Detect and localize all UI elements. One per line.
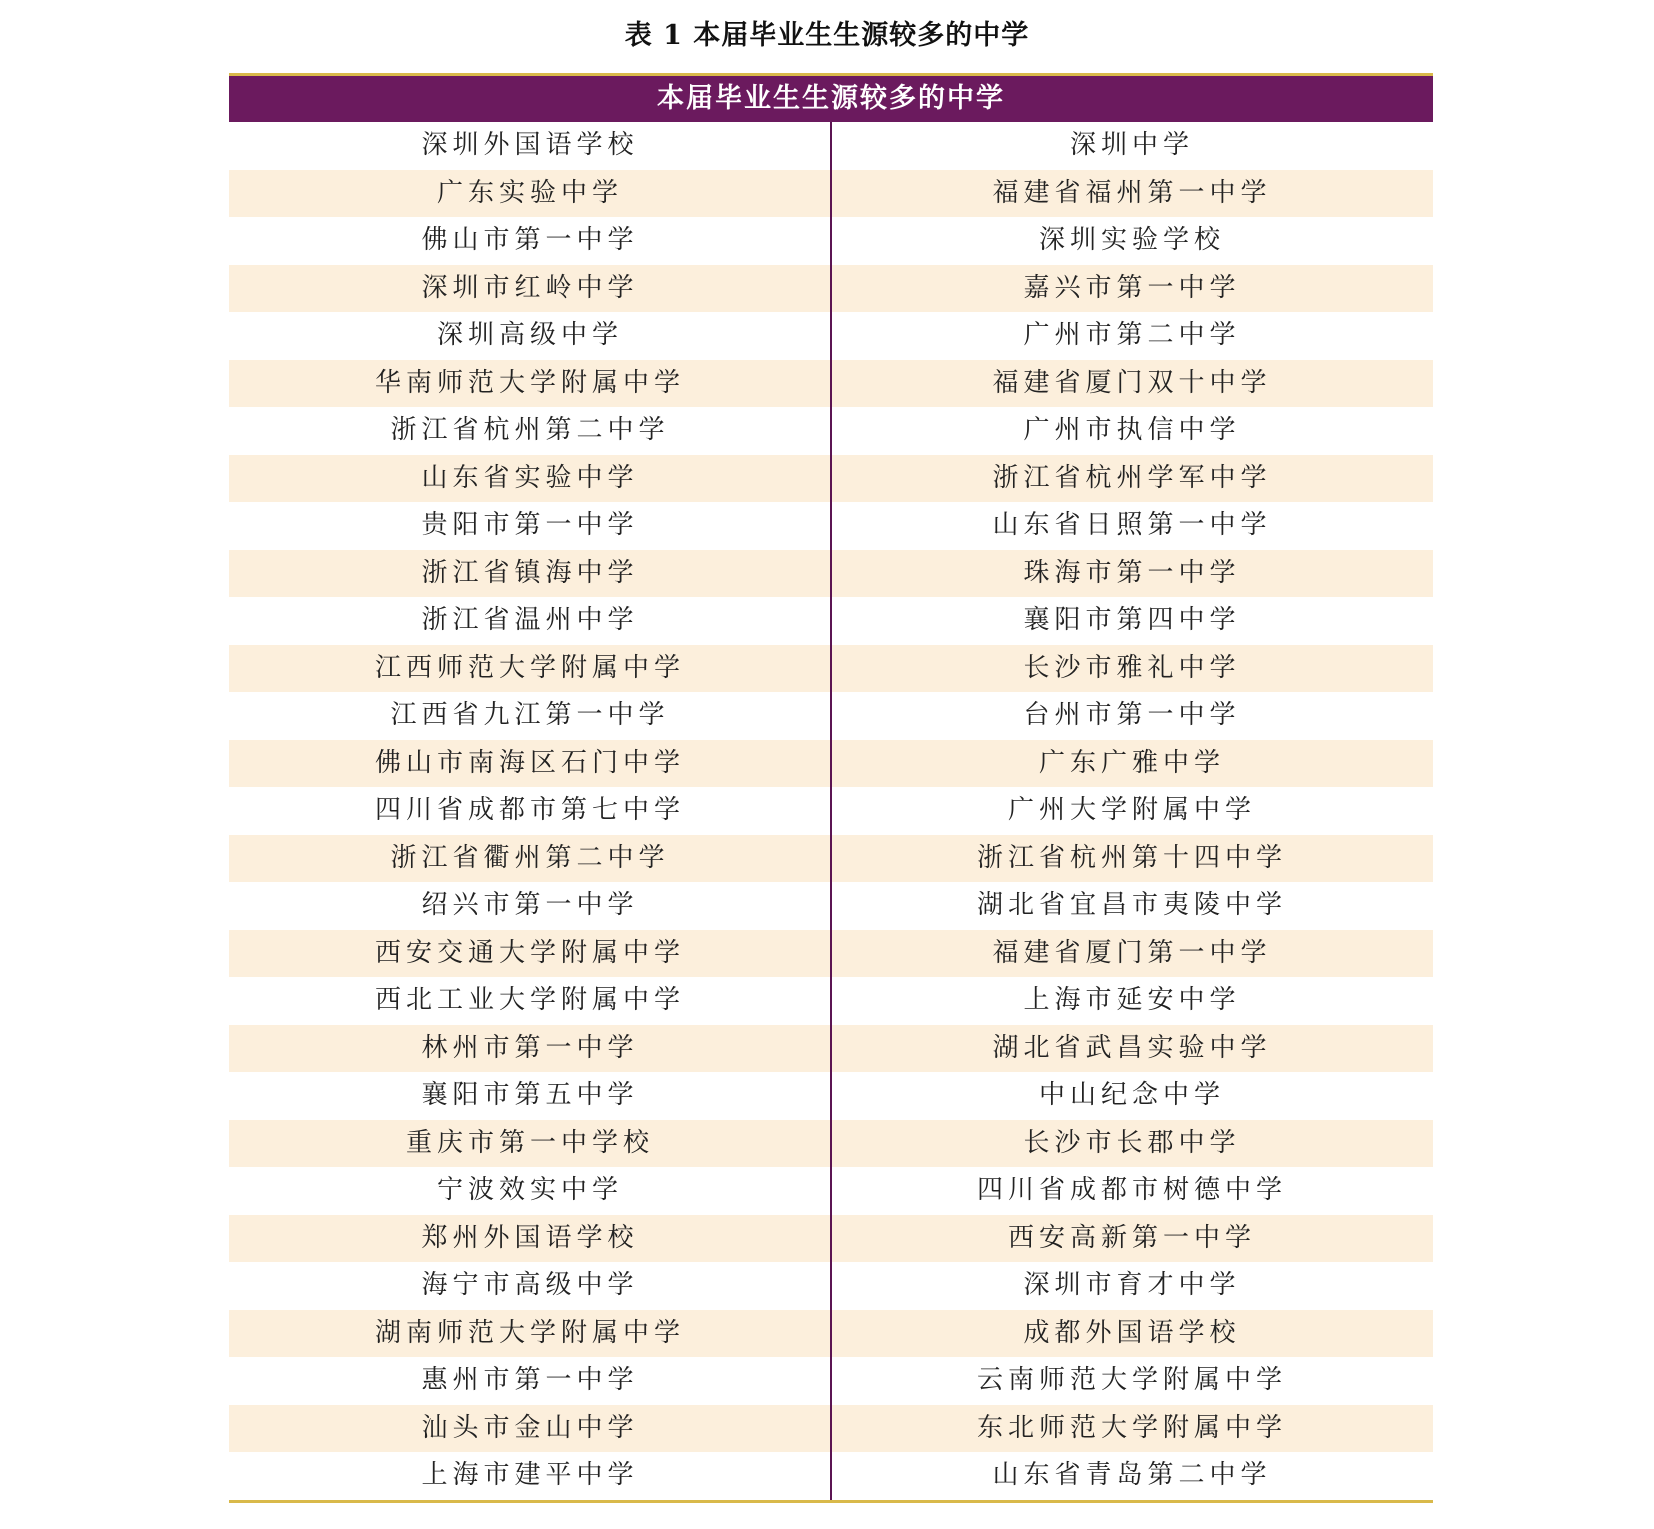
school-left-cell: 西北工业大学附属中学 [374,985,685,1015]
school-right-cell: 襄阳市第四中学 [1023,605,1241,635]
school-right-cell: 浙江省杭州学军中学 [992,462,1272,493]
school-left-cell: 浙江省镇海中学 [421,557,639,588]
school-left-cell: 郑州外国语学校 [421,1222,639,1253]
bottom-rule [229,1500,1433,1503]
school-right-cell: 长沙市雅礼中学 [1023,652,1241,683]
school-left-cell: 浙江省温州中学 [421,605,639,635]
school-right-cell: 广州市执信中学 [1023,415,1241,445]
school-right-cell: 湖北省宜昌市夷陵中学 [976,890,1287,920]
school-left-cell: 汕头市金山中学 [421,1412,639,1443]
school-left-cell: 深圳高级中学 [436,320,623,350]
school-right-cell: 福建省福州第一中学 [992,177,1272,208]
school-right-cell: 四川省成都市树德中学 [976,1175,1287,1205]
school-right-cell: 山东省日照第一中学 [992,510,1272,540]
school-right-cell: 中山纪念中学 [1038,1080,1225,1110]
school-left-cell: 佛山市南海区石门中学 [374,747,685,778]
schools-table [229,73,1433,1503]
school-right-cell: 上海市延安中学 [1023,985,1241,1015]
table-caption: 表 1 本届毕业生生源较多的中学 [624,20,1030,51]
school-left-cell: 江西师范大学附属中学 [374,652,685,683]
school-right-cell: 珠海市第一中学 [1023,557,1241,588]
school-right-cell: 成都外国语学校 [1023,1317,1241,1348]
column-divider [830,122,832,1500]
school-left-cell: 襄阳市第五中学 [421,1080,639,1110]
school-left-cell: 重庆市第一中学校 [405,1127,654,1158]
school-left-cell: 江西省九江第一中学 [390,700,670,730]
school-left-cell: 四川省成都市第七中学 [374,795,685,825]
school-left-cell: 浙江省杭州第二中学 [390,415,670,445]
school-left-cell: 林州市第一中学 [421,1032,639,1063]
school-right-cell: 广东广雅中学 [1038,747,1225,778]
school-left-cell: 惠州市第一中学 [421,1365,639,1395]
school-right-cell: 广州大学附属中学 [1007,795,1256,825]
school-left-cell: 广东实验中学 [436,177,623,208]
school-right-cell: 云南师范大学附属中学 [976,1365,1287,1395]
school-right-cell: 深圳市育才中学 [1023,1270,1241,1300]
school-right-cell: 嘉兴市第一中学 [1023,272,1241,303]
school-left-cell: 西安交通大学附属中学 [374,937,685,968]
school-left-cell: 浙江省衢州第二中学 [390,842,670,873]
school-left-cell: 海宁市高级中学 [421,1270,639,1300]
table-body [229,122,1433,1500]
school-right-cell: 深圳中学 [1069,130,1194,160]
table-header: 本届毕业生生源较多的中学 [229,76,1433,122]
school-left-cell: 深圳外国语学校 [421,130,639,160]
school-left-cell: 绍兴市第一中学 [421,890,639,920]
school-left-cell: 深圳市红岭中学 [421,272,639,303]
school-right-cell: 长沙市长郡中学 [1023,1127,1241,1158]
school-left-cell: 华南师范大学附属中学 [374,367,685,398]
school-left-cell: 湖南师范大学附属中学 [374,1317,685,1348]
school-right-cell: 浙江省杭州第十四中学 [976,842,1287,873]
school-left-cell: 佛山市第一中学 [421,225,639,255]
school-left-cell: 上海市建平中学 [421,1460,639,1490]
school-right-cell: 湖北省武昌实验中学 [992,1032,1272,1063]
school-right-cell: 广州市第二中学 [1023,320,1241,350]
school-right-cell: 台州市第一中学 [1023,700,1241,730]
school-right-cell: 东北师范大学附属中学 [976,1412,1287,1443]
school-right-cell: 西安高新第一中学 [1007,1222,1256,1253]
school-right-cell: 福建省厦门双十中学 [992,367,1272,398]
school-left-cell: 宁波效实中学 [436,1175,623,1205]
school-left-cell: 贵阳市第一中学 [421,510,639,540]
school-left-cell: 山东省实验中学 [421,462,639,493]
school-right-cell: 福建省厦门第一中学 [992,937,1272,968]
school-right-cell: 山东省青岛第二中学 [992,1460,1272,1490]
school-right-cell: 深圳实验学校 [1038,225,1225,255]
